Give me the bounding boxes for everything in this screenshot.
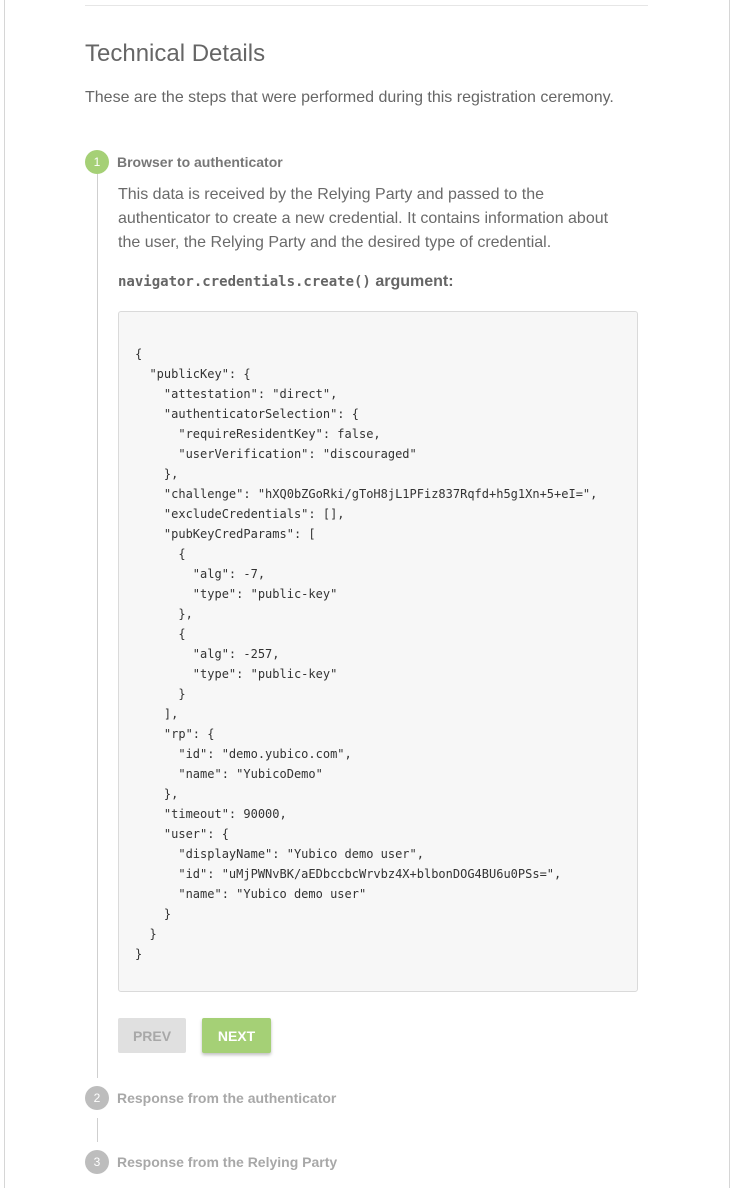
step-1-header[interactable] [85,150,283,174]
step-1-badge: 1 [85,150,109,174]
step-3-label: Response from the Relying Party [117,1154,338,1170]
next-button[interactable]: NEXT [202,1018,271,1053]
argument-suffix: argument: [370,273,454,290]
step-2-label: Response from the authenticator [117,1090,337,1106]
section-title: Technical Details [85,40,266,67]
prev-button[interactable]: PREV [118,1018,186,1053]
argument-label [118,273,454,291]
step-3-badge: 3 [85,1150,109,1174]
section-description: These are the steps that were performed during this registration ceremony. [85,89,614,106]
step-2-badge: 2 [85,1086,109,1110]
argument-code: navigator.credentials.create() [118,274,371,290]
step-1-label: Browser to authenticator [117,154,283,170]
step-3-header[interactable] [85,1150,337,1174]
step-2-header[interactable] [85,1086,336,1110]
step-1-description: This data is received by the Relying Party and passed to the authenticator to create a new credential. It contains information about the user, the Relying Party and the desired type of credential. [118,186,609,251]
step-connector-1 [97,174,98,1078]
top-divider [85,5,648,6]
json-code-block[interactable]: { "publicKey": { "attestation": "direct", "authenticatorSelection": { "requireResidentKey": false, "userVerification": "discouraged" }, "challenge": "hXQ0bZGoRki/gToH8jL1PFiz837Rqfd+h5g1Xn+5+eI=", "excludeCredentials": [], "pubKeyCredParams": [ { "alg": -7, "type": "public-key" }, { "alg": -257, "type": "public-key" } ], "rp": { "id": "demo.yubico.com", "name": "YubicoDemo" }, "timeout": 90000, "user": { "displayName": "Yubico demo user", "id": "uMjPWNvBK/aEDbccbcWrvbz4X+blbonDOG4BU6u0PSs=", "name": "Yubico demo user" } } } [118,311,638,992]
step-connector-2 [97,1118,98,1142]
